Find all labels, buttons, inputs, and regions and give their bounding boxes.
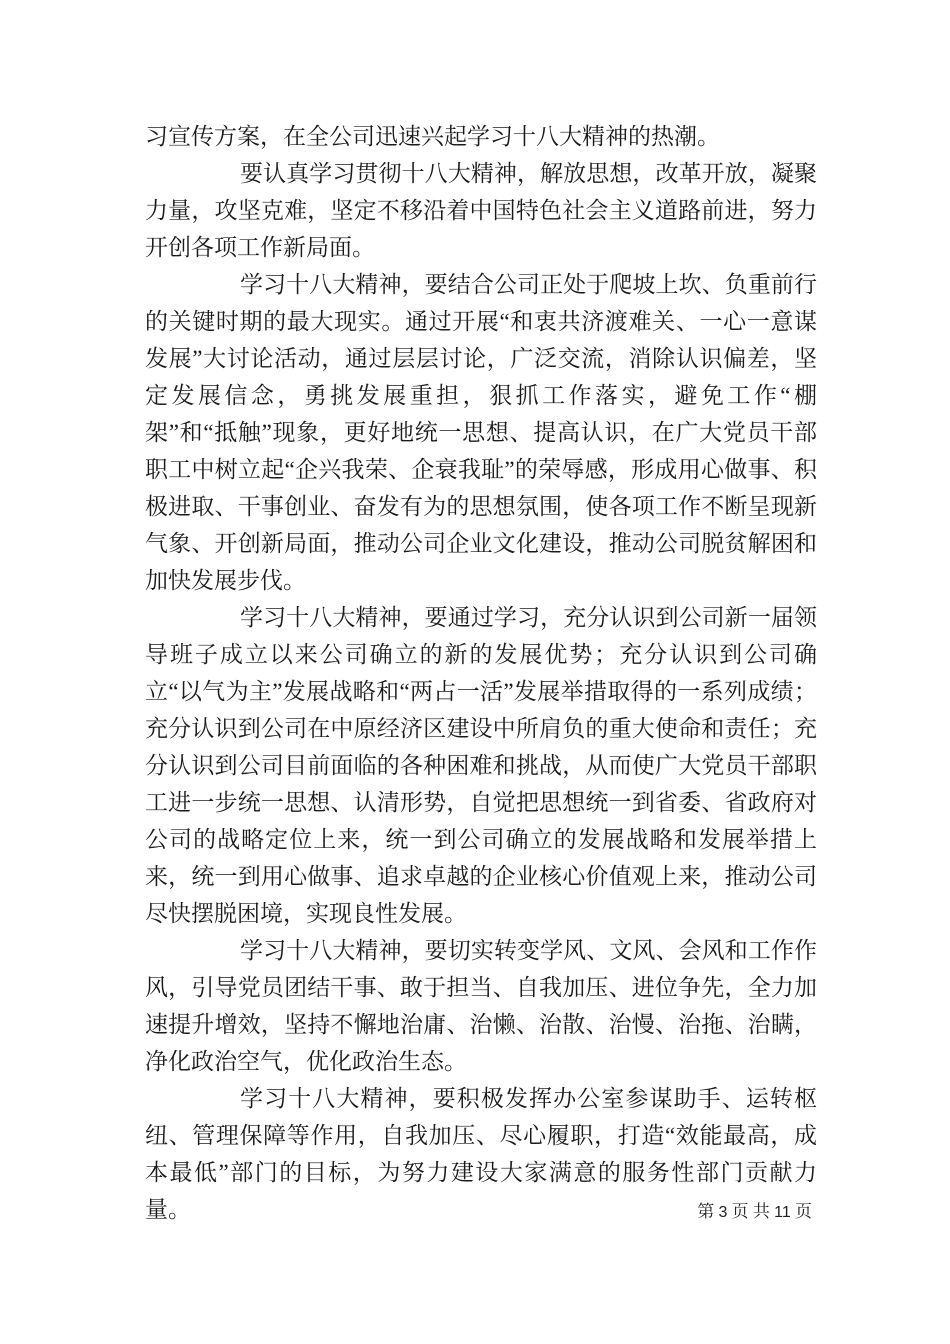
paragraph: 学习十八大精神，要通过学习，充分认识到公司新一届领导班子成立以来公司确立的新的发展优势；充分认识到公司确立“以气为主”发展战略和“两占一活”发展举措取得的一系列成绩；充分认识到公司在中原经济区建设中所肩负的重大使命和责任；充分认识到公司目前面临的各种困难和挑战，从而使广大党员干部职工进一步统一思想、认清形势，自觉把思想统一到省委、省政府对公司的战略定位上来，统一到公司确立的发展战略和发展举措上来，统一到用心做事、追求卓越的企业核心价值观上来，推动公司尽快摆脱困境，实现良性发展。 [145,605,817,926]
document-body [145,118,817,1228]
paragraph: 学习十八大精神，要结合公司正处于爬坡上坎、负重前行的关键时期的最大现实。通过开展“和衷共济渡难关、一心一意谋发展”大讨论活动，通过层层讨论，广泛交流，消除认识偏差，坚定发展信念，勇挑发展重担，狠抓工作落实，避免工作“棚架”和“抵触”现象，更好地统一思想、提高认识，在广大党员干部职工中树立起“企兴我荣、企衰我耻”的荣辱感，形成用心做事、积极进取、干事创业、奋发有为的思想氛围，使各项工作不断呈现新气象、开创新局面，推动公司企业文化建设，推动公司脱贫解困和加快发展步伐。 [145,272,817,593]
page-label-suffix: 页 [795,1202,812,1221]
current-page-number: 3 [718,1204,728,1221]
page-label-prefix: 第 [697,1202,715,1221]
paragraph: 习宣传方案，在全公司迅速兴起学习十八大精神的热潮。 [145,124,720,149]
paragraph: 学习十八大精神，要切实转变学风、文风、会风和工作作风，引导党员团结干事、敢于担当、自我加压、进位争先，全力加速提升增效，坚持不懈地治庸、治懒、治散、治慢、治拖、治瞒，净化政治空气，优化政治生态。 [145,938,817,1074]
paragraph: 要认真学习贯彻十八大精神，解放思想，改革开放，凝聚力量，攻坚克难，坚定不移沿着中国特色社会主义道路前进，努力开创各项工作新局面。 [145,161,817,260]
page-number-footer [697,1201,812,1224]
paragraph: 学习十八大精神，要积极发挥办公室参谋助手、运转枢纽、管理保障等作用，自我加压、尽心履职，打造“效能最高，成本最低”部门的目标，为努力建设大家满意的服务性部门贡献力量。 [145,1086,817,1222]
page-label-mid: 页 共 [731,1202,770,1221]
total-page-number: 11 [774,1204,791,1221]
